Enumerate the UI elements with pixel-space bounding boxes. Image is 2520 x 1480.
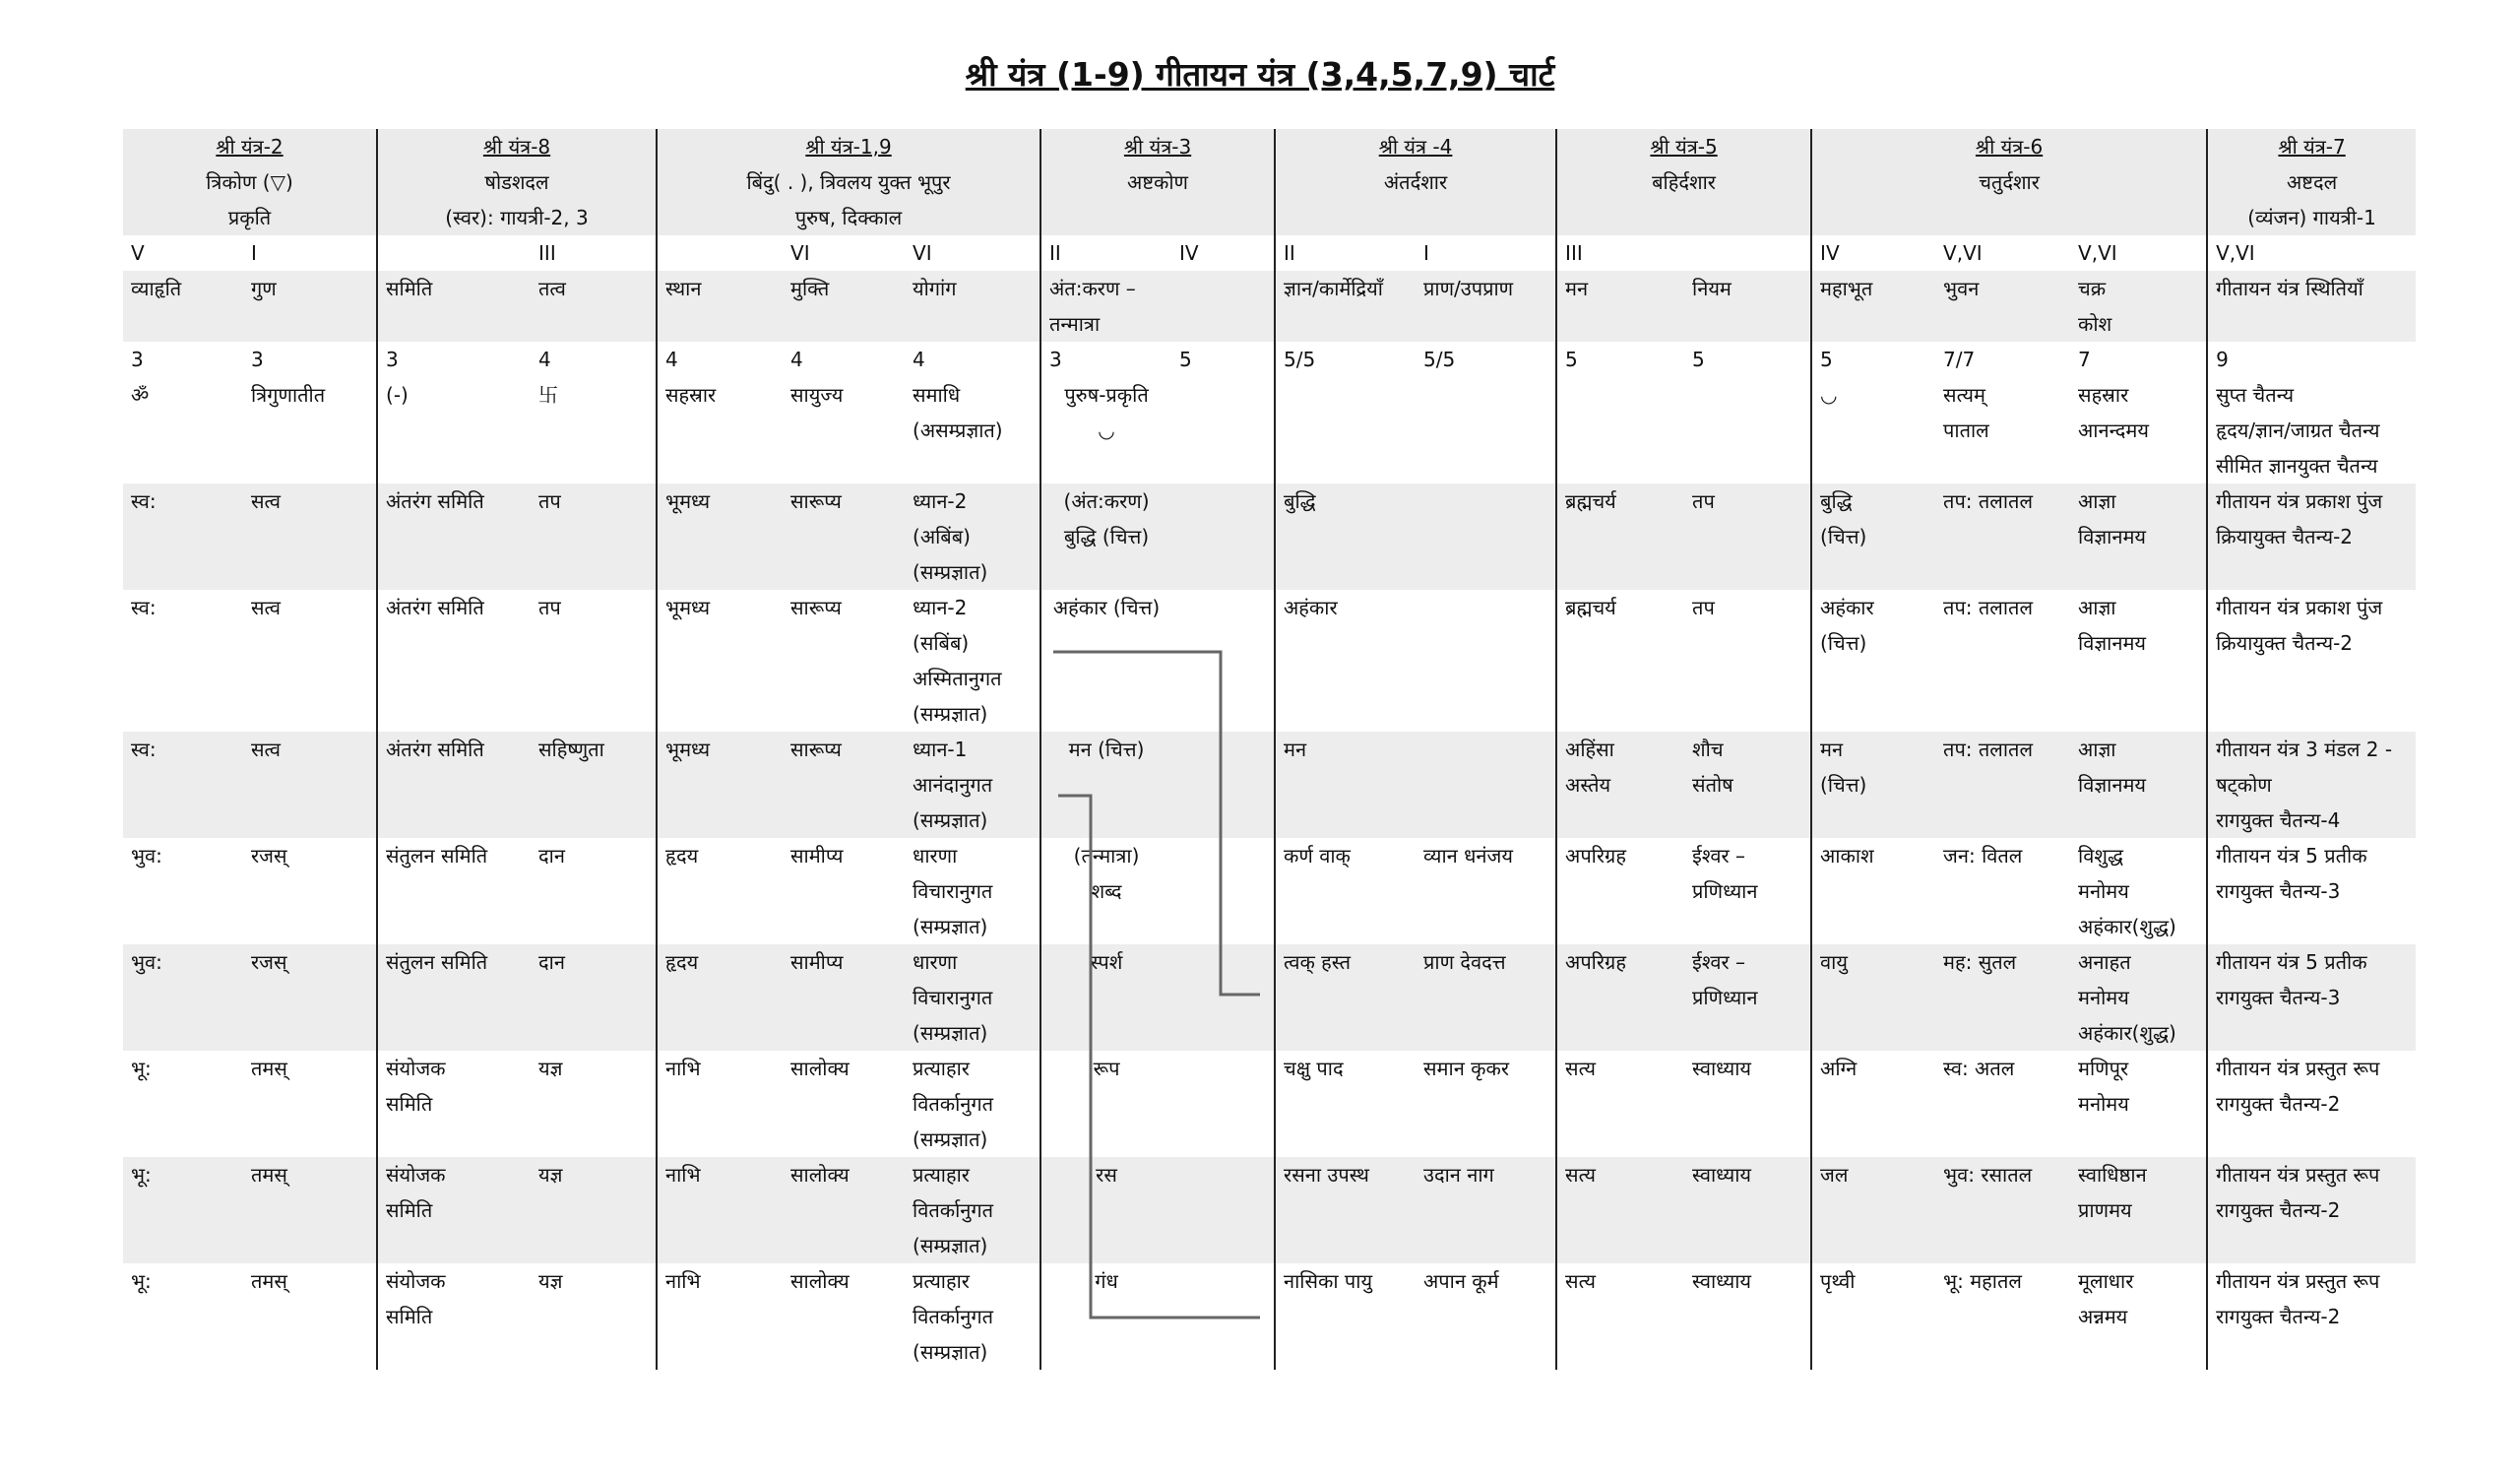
data-cell: स्वाध्याय — [1684, 1263, 1811, 1370]
data-cell: नाभि — [665, 1057, 701, 1080]
number-cell: 5/5 — [1284, 348, 1316, 371]
yantra-header — [1040, 129, 1275, 235]
data-cell: अपान कूर्म — [1416, 1263, 1556, 1370]
table-row — [123, 590, 2416, 732]
yantra-name: श्री यंत्र-8 — [482, 135, 551, 159]
data-cell: तमस् — [243, 1051, 377, 1157]
yantra-header-row — [123, 129, 2416, 235]
data-cell: मह: सुतल — [1935, 944, 2070, 1051]
data-cell: सहस्रार — [665, 383, 717, 407]
yantra-name: श्री यंत्र-5 — [1650, 135, 1718, 159]
data-cell: संयोजक समिति — [386, 1057, 446, 1116]
data-cell: अपरिग्रह — [1565, 844, 1626, 868]
data-cell: नाभि — [665, 1269, 701, 1293]
table-row — [123, 1157, 2416, 1263]
number-cell: 4 — [790, 348, 803, 371]
data-cell: ॐ — [131, 383, 150, 407]
data-cell: भू: — [131, 1269, 152, 1293]
data-cell: रसना उपस्थ — [1275, 1157, 1416, 1263]
data-cell: सालोक्य — [783, 1157, 905, 1263]
yantra-header — [1275, 129, 1556, 235]
number-cell: 5 — [1171, 342, 1275, 377]
data-cell: सत्व — [243, 590, 377, 732]
data-cell: यज्ञ — [531, 1157, 657, 1263]
roman-cell: I — [243, 235, 377, 271]
table-row — [123, 944, 2416, 1051]
data-cell: 卐 — [531, 377, 657, 483]
data-cell: ◡ — [1820, 383, 1838, 407]
number-cell: 3 — [1049, 348, 1062, 371]
data-cell: सामीप्य — [790, 844, 844, 868]
data-cell: मन (चित्त) — [1811, 732, 1935, 838]
data-cell: नाभि — [657, 1157, 783, 1263]
data-cell: रजस् — [243, 944, 377, 1051]
data-cell: हृदय — [665, 844, 699, 868]
data-cell: भू: महातल — [1943, 1269, 2022, 1293]
data-cell: अहिंसा अस्तेय — [1556, 732, 1684, 838]
data-cell: मन — [1275, 732, 1416, 838]
data-cell: ध्यान-1 आनंदानुगत (सम्प्रज्ञात) — [905, 732, 1040, 838]
data-cell: बुद्धि (चित्त) — [1811, 483, 1935, 590]
data-cell — [1171, 944, 1275, 1051]
data-cell: दान — [531, 944, 657, 1051]
data-cell: तप — [531, 483, 657, 590]
data-cell — [1416, 377, 1556, 483]
data-cell: सारूप्य — [783, 483, 905, 590]
data-cell: सारूप्य — [783, 732, 905, 838]
column-header: ज्ञान/कार्मेद्रियाँ — [1275, 271, 1416, 342]
yantra-note: प्रकृति — [227, 206, 272, 229]
data-cell — [1171, 838, 1275, 944]
data-cell — [1416, 732, 1556, 838]
data-cell: (अंत:करण) बुद्धि (चित्त) — [1040, 483, 1171, 590]
data-cell: जल — [1811, 1157, 1935, 1263]
yantra-note: (स्वर): गायत्री-2, 3 — [445, 206, 589, 229]
data-cell: व्यान धनंजय — [1416, 838, 1556, 944]
data-cell: दान — [531, 838, 657, 944]
roman-cell: V,VI — [1943, 241, 1983, 265]
roman-cell: VI — [790, 241, 810, 265]
table-row — [123, 1263, 2416, 1370]
data-cell — [1275, 377, 1416, 483]
data-cell: स्वाधिष्ठान प्राणमय — [2070, 1157, 2207, 1263]
data-cell: गीतायन यंत्र प्रस्तुत रूप रागयुक्त चैतन्य-2 — [2216, 1057, 2380, 1116]
column-header: व्याहृति — [123, 271, 243, 342]
table-row — [123, 1051, 2416, 1157]
data-cell — [1416, 483, 1556, 590]
yantra-header — [1811, 129, 2207, 235]
data-cell: ब्रह्मचर्य — [1556, 483, 1684, 590]
data-cell: सालोक्य — [790, 1269, 850, 1293]
data-cell: पुरुष-प्रकृति ◡ — [1064, 383, 1149, 442]
data-cell: संयोजक समिति — [386, 1269, 446, 1328]
data-cell: भूमध्य — [657, 483, 783, 590]
yantra-header — [2207, 129, 2416, 235]
number-cell: 4 — [531, 342, 657, 377]
data-cell: अंतरंग समिति — [386, 596, 484, 619]
data-cell: अंतरंग समिति — [377, 483, 531, 590]
data-cell: सुप्त चैतन्य हृदय/ज्ञान/जाग्रत चैतन्य सीमित ज्ञानयुक्त चैतन्य — [2216, 383, 2380, 478]
data-cell: सहस्रार आनन्दमय — [2070, 377, 2207, 483]
number-cell: 5 — [1820, 348, 1833, 371]
data-cell: अपरिग्रह — [1556, 944, 1684, 1051]
data-cell: तमस् — [243, 1157, 377, 1263]
data-cell: संतुलन समिति — [377, 944, 531, 1051]
data-cell: अहंकार (चित्त) — [1052, 596, 1161, 619]
data-cell: अनाहत मनोमय अहंकार(शुद्ध) — [2070, 944, 2207, 1051]
data-cell: त्रिगुणातीत — [243, 377, 377, 483]
table-row — [123, 838, 2416, 944]
data-cell: यज्ञ — [531, 1263, 657, 1370]
data-cell: आज्ञा विज्ञानमय — [2070, 483, 2207, 590]
number-cell: 9 — [2216, 348, 2229, 371]
roman-cell: V,VI — [2070, 235, 2207, 271]
yantra-header — [657, 129, 1040, 235]
yantra-chart-table — [123, 129, 2416, 1370]
yantra-shape: अष्टकोण — [1127, 170, 1189, 194]
data-cell: हृदय — [657, 944, 783, 1051]
data-cell: ध्यान-2 (अबिंब) (सम्प्रज्ञात) — [905, 483, 1040, 590]
data-cell: ब्रह्मचर्य — [1565, 596, 1616, 619]
data-cell — [1171, 483, 1275, 590]
roman-cell: III — [531, 235, 657, 271]
column-header: अंत:करण – तन्मात्रा — [1040, 271, 1171, 342]
data-cell: विशुद्ध मनोमय अहंकार(शुद्ध) — [2070, 838, 2207, 944]
number-cell: 3 — [131, 348, 144, 371]
table-row — [123, 483, 2416, 590]
data-cell: स्व: अतल — [1943, 1057, 2015, 1080]
data-cell: स्पर्श — [1040, 944, 1171, 1051]
column-header-row — [123, 271, 2416, 342]
data-cell: मूलाधार अन्नमय — [2070, 1263, 2207, 1370]
roman-cell: II — [1049, 241, 1061, 265]
table-row — [123, 377, 2416, 483]
yantra-name: श्री यंत्र-3 — [1123, 135, 1192, 159]
column-header: योगांग — [905, 271, 1040, 342]
yantra-shape: अष्टदल — [2287, 170, 2338, 194]
data-cell — [1171, 1263, 1275, 1370]
roman-cell — [1684, 235, 1811, 271]
data-cell: गीतायन यंत्र प्रस्तुत रूप रागयुक्त चैतन्य-2 — [2216, 1269, 2380, 1328]
data-cell: भुव: — [123, 944, 243, 1051]
data-cell: अंतरंग समिति — [377, 732, 531, 838]
yantra-shape: षोडशदल — [484, 170, 549, 194]
data-cell: तमस् — [243, 1263, 377, 1370]
data-cell: प्रत्याहार वितर्कानुगत (सम्प्रज्ञात) — [905, 1263, 1040, 1370]
data-cell: मणिपूर मनोमय — [2070, 1051, 2207, 1157]
yantra-name: श्री यंत्र-6 — [1975, 135, 2044, 159]
data-cell: स्व: — [123, 483, 243, 590]
data-cell: अग्नि — [1820, 1057, 1858, 1080]
yantra-shape: बहिर्दशार — [1652, 170, 1716, 194]
data-cell: स्व: — [131, 596, 157, 619]
data-cell: स्व: — [123, 732, 243, 838]
data-cell — [1171, 732, 1275, 838]
roman-cell: V — [131, 241, 145, 265]
roman-cell — [657, 235, 783, 271]
data-cell: समान कृकर — [1416, 1051, 1556, 1157]
data-cell: शौच संतोष — [1684, 732, 1811, 838]
data-cell — [1171, 1051, 1275, 1157]
data-cell: आज्ञा विज्ञानमय — [2070, 590, 2207, 732]
column-header: स्थान — [657, 271, 783, 342]
data-cell: गीतायन यंत्र प्रस्तुत रूप रागयुक्त चैतन्य-2 — [2207, 1157, 2416, 1263]
column-header: प्राण/उपप्राण — [1416, 271, 1556, 342]
data-cell: गीतायन यंत्र प्रकाश पुंज क्रियायुक्त चैतन्य-2 — [2207, 483, 2416, 590]
data-cell: संयोजक समिति — [377, 1157, 531, 1263]
yantra-name: श्री यंत्र -4 — [1378, 135, 1453, 159]
number-cell: 5 — [1565, 348, 1578, 371]
number-cell: 3 — [386, 348, 399, 371]
data-cell: अहंकार (चित्त) — [1820, 596, 1874, 655]
data-cell: भुव: — [131, 844, 162, 868]
data-cell: ईश्वर – प्रणिध्यान — [1684, 944, 1811, 1051]
column-header: गीतायन यंत्र स्थितियाँ — [2207, 271, 2416, 342]
data-cell: गीतायन यंत्र 3 मंडल 2 - षट्कोण रागयुक्त चैतन्य-4 — [2207, 732, 2416, 838]
data-cell: तप — [1684, 483, 1811, 590]
number-row — [123, 342, 2416, 377]
data-cell: त्वक् हस्त — [1275, 944, 1416, 1051]
column-header — [1171, 271, 1275, 342]
yantra-note: पुरुष, दिक्काल — [794, 206, 903, 229]
data-cell: रस — [1040, 1157, 1171, 1263]
data-cell: यज्ञ — [531, 1051, 657, 1157]
data-cell: वायु — [1811, 944, 1935, 1051]
roman-numeral-row — [123, 235, 2416, 271]
data-cell: जन: वितल — [1943, 844, 2023, 868]
data-cell: धारणा विचारानुगत (सम्प्रज्ञात) — [905, 838, 1040, 944]
data-cell: सत्य — [1565, 1057, 1596, 1080]
data-cell: (-) — [386, 383, 409, 407]
data-cell: तप — [1684, 590, 1811, 732]
data-cell: सहिष्णुता — [531, 732, 657, 838]
data-cell — [1416, 590, 1556, 732]
yantra-shape: चतुर्दशार — [1979, 170, 2040, 194]
data-cell: रजस् — [243, 838, 377, 944]
data-cell: भूमध्य — [665, 596, 711, 619]
yantra-shape: अंतर्दशार — [1383, 170, 1448, 194]
column-header: समिति — [377, 271, 531, 342]
data-cell: बुद्धि — [1275, 483, 1416, 590]
data-cell — [1171, 590, 1275, 732]
data-cell: मन (चित्त) — [1040, 732, 1171, 838]
number-cell: 5 — [1684, 342, 1811, 377]
data-cell: सारूप्य — [790, 596, 842, 619]
data-cell: सत्य — [1556, 1157, 1684, 1263]
roman-cell — [377, 235, 531, 271]
yantra-name: श्री यंत्र-1,9 — [805, 135, 892, 159]
data-cell: भू: — [131, 1057, 152, 1080]
column-header: चक्र कोश — [2070, 271, 2207, 342]
yantra-header — [377, 129, 657, 235]
yantra-header — [123, 129, 377, 235]
number-cell: 5/5 — [1416, 342, 1556, 377]
column-header: तत्व — [531, 271, 657, 342]
data-cell: नासिका पायु — [1284, 1269, 1373, 1293]
roman-cell: I — [1416, 235, 1556, 271]
number-cell: 7/7 — [1943, 348, 1976, 371]
page-title: श्री यंत्र (1-9) गीतायन यंत्र (3,4,5,7,9) चार्ट — [965, 55, 1555, 94]
data-cell: भू: — [123, 1157, 243, 1263]
number-cell: 4 — [905, 342, 1040, 377]
data-cell — [1171, 377, 1275, 483]
data-cell: सामीप्य — [783, 944, 905, 1051]
data-cell: सत्य — [1565, 1269, 1596, 1293]
number-cell: 7 — [2070, 342, 2207, 377]
data-cell: आकाश — [1820, 844, 1874, 868]
column-header: महाभूत — [1811, 271, 1935, 342]
yantra-name: श्री यंत्र-2 — [216, 135, 284, 159]
yantra-shape: त्रिकोण (▽) — [206, 170, 293, 194]
data-cell: कर्ण वाक् — [1284, 844, 1351, 868]
data-cell: प्रत्याहार वितर्कानुगत (सम्प्रज्ञात) — [905, 1157, 1040, 1263]
data-cell: आज्ञा विज्ञानमय — [2070, 732, 2207, 838]
data-cell: ध्यान-2 (सबिंब) अस्मितानुगत (सम्प्रज्ञात) — [905, 590, 1040, 732]
data-cell: गीतायन यंत्र 5 प्रतीक रागयुक्त चैतन्य-3 — [2207, 944, 2416, 1051]
yantra-shape: बिंदु( . ), त्रिवलय युक्त भूपुर — [746, 170, 951, 194]
data-cell: स्वाध्याय — [1684, 1157, 1811, 1263]
data-cell: गीतायन यंत्र प्रकाश पुंज क्रियायुक्त चैतन्य-2 — [2216, 596, 2383, 655]
data-cell: अहंकार — [1284, 596, 1338, 619]
data-cell: सायुज्य — [790, 383, 844, 407]
data-cell: समाधि (असम्प्रज्ञात) — [905, 377, 1040, 483]
data-cell: तप: तलातल — [1935, 483, 2070, 590]
data-cell: ईश्वर – प्रणिध्यान — [1684, 838, 1811, 944]
yantra-name: श्री यंत्र-7 — [2278, 135, 2346, 159]
data-cell: सत्व — [243, 483, 377, 590]
data-cell: रूप — [1093, 1057, 1120, 1080]
data-cell — [1684, 377, 1811, 483]
data-cell: सत्व — [243, 732, 377, 838]
data-cell: (तन्मात्रा) शब्द — [1073, 844, 1140, 903]
data-cell: पृथ्वी — [1820, 1269, 1856, 1293]
data-cell: तप — [531, 590, 657, 732]
data-cell: धारणा विचारानुगत (सम्प्रज्ञात) — [905, 944, 1040, 1051]
data-cell: भूमध्य — [657, 732, 783, 838]
data-cell: सत्यम् पाताल — [1943, 383, 1989, 442]
yantra-header — [1556, 129, 1811, 235]
data-cell: तप: तलातल — [1943, 596, 2034, 619]
table-row — [123, 732, 2416, 838]
column-header: भुवन — [1935, 271, 2070, 342]
data-cell: तप: तलातल — [1935, 732, 2070, 838]
data-cell: प्रत्याहार वितर्कानुगत (सम्प्रज्ञात) — [905, 1051, 1040, 1157]
data-cell: प्राण देवदत्त — [1416, 944, 1556, 1051]
roman-cell: IV — [1820, 241, 1840, 265]
data-cell — [1171, 1157, 1275, 1263]
data-cell: उदान नाग — [1416, 1157, 1556, 1263]
data-cell: भुव: रसातल — [1935, 1157, 2070, 1263]
number-cell: 3 — [243, 342, 377, 377]
yantra-note: (व्यंजन) गायत्री-1 — [2247, 206, 2376, 229]
column-header: मुक्ति — [783, 271, 905, 342]
data-cell: गंध — [1095, 1269, 1118, 1293]
column-header: नियम — [1684, 271, 1811, 342]
data-cell: सालोक्य — [790, 1057, 850, 1080]
data-cell: स्वाध्याय — [1684, 1051, 1811, 1157]
roman-cell: VI — [905, 235, 1040, 271]
roman-cell: IV — [1171, 235, 1275, 271]
data-cell: चक्षु पाद — [1284, 1057, 1344, 1080]
roman-cell: V,VI — [2216, 241, 2255, 265]
column-header: गुण — [243, 271, 377, 342]
roman-cell: III — [1565, 241, 1583, 265]
data-cell: संतुलन समिति — [386, 844, 488, 868]
data-cell: गीतायन यंत्र 5 प्रतीक रागयुक्त चैतन्य-3 — [2216, 844, 2367, 903]
data-cell — [1556, 377, 1684, 483]
roman-cell: II — [1284, 241, 1295, 265]
number-cell: 4 — [665, 348, 678, 371]
column-header: मन — [1556, 271, 1684, 342]
